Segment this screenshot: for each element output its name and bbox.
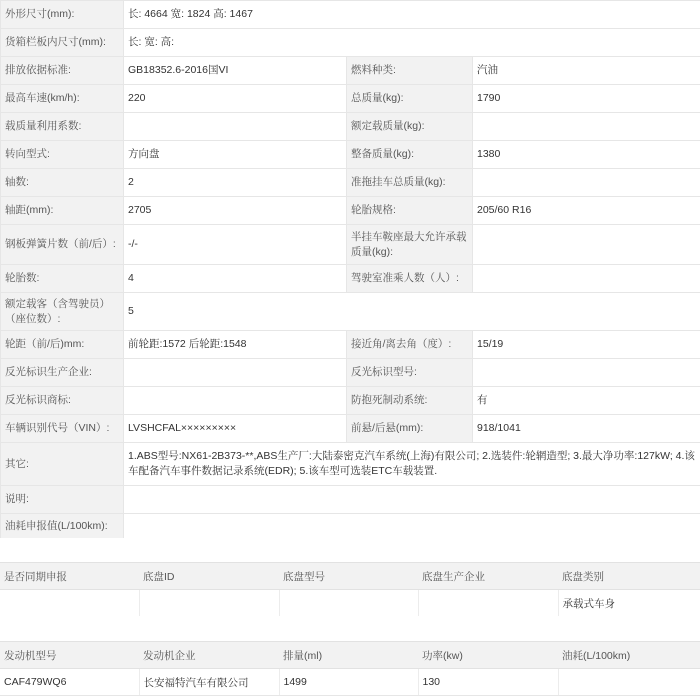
spec-value <box>473 113 700 141</box>
spec-row <box>1 293 700 331</box>
chassis-table <box>0 562 700 617</box>
chassis-header-id: 底盘ID <box>139 563 279 590</box>
engine-table <box>0 641 700 696</box>
engine-value-row <box>0 669 700 696</box>
spec-value <box>124 387 347 415</box>
spec-value: 长: 宽: 高: <box>124 29 700 57</box>
spec-label: 车辆识别代号（VIN）: <box>1 415 124 443</box>
spec-row <box>1 359 700 387</box>
spec-value: 15/19 <box>473 331 700 359</box>
section-gap-2 <box>0 616 700 641</box>
engine-header-model: 发动机型号 <box>0 642 139 669</box>
engine-header-power: 功率(kw) <box>418 642 558 669</box>
engine-header-displacement: 排量(ml) <box>279 642 418 669</box>
chassis-header-model: 底盘型号 <box>279 563 418 590</box>
spec-value: 5 <box>124 293 700 331</box>
spec-label: 说明: <box>1 486 124 514</box>
spec-value: 长: 4664 宽: 1824 高: 1467 <box>124 1 700 29</box>
spec-label: 轮距（前/后)mm: <box>1 331 124 359</box>
spec-row <box>1 141 700 169</box>
spec-label: 钢板弹簧片数（前/后）: <box>1 225 124 265</box>
spec-value: LVSHCFAL××××××××× <box>124 415 347 443</box>
spec-value <box>473 265 700 293</box>
chassis-header-sync: 是否同期申报 <box>0 563 139 590</box>
section-gap-1 <box>0 538 700 562</box>
spec-value <box>124 486 700 514</box>
spec-value: 前轮距:1572 后轮距:1548 <box>124 331 347 359</box>
spec-label: 接近角/离去角（度）: <box>347 331 473 359</box>
spec-value: 2 <box>124 169 347 197</box>
engine-header-maker: 发动机企业 <box>139 642 279 669</box>
spec-value: 2705 <box>124 197 347 225</box>
spec-row <box>1 197 700 225</box>
spec-row <box>1 415 700 443</box>
spec-value <box>473 169 700 197</box>
chassis-id-value <box>139 590 279 617</box>
spec-value: 205/60 R16 <box>473 197 700 225</box>
spec-value <box>124 113 347 141</box>
spec-value: 1790 <box>473 85 700 113</box>
spec-label: 额定载质量(kg): <box>347 113 473 141</box>
spec-label: 驾驶室准乘人数（人）: <box>347 265 473 293</box>
spec-row <box>1 514 700 540</box>
engine-model-value: CAF479WQ6 <box>0 669 139 696</box>
spec-row <box>1 29 700 57</box>
engine-header-fuel-consumption: 油耗(L/100km) <box>558 642 700 669</box>
spec-value: 4 <box>124 265 347 293</box>
spec-value: GB18352.6-2016国VI <box>124 57 347 85</box>
spec-label: 反光标识商标: <box>1 387 124 415</box>
spec-label: 外形尺寸(mm): <box>1 1 124 29</box>
spec-row <box>1 443 700 486</box>
spec-row <box>1 85 700 113</box>
spec-label: 轴数: <box>1 169 124 197</box>
engine-fuel-consumption-value <box>558 669 700 696</box>
chassis-header-type: 底盘类别 <box>558 563 700 590</box>
chassis-header-row <box>0 563 700 590</box>
spec-value <box>473 359 700 387</box>
spec-row <box>1 387 700 415</box>
spec-label: 轮胎数: <box>1 265 124 293</box>
spec-value <box>124 514 700 540</box>
chassis-type-value: 承载式车身 <box>558 590 700 617</box>
spec-label: 反光标识型号: <box>347 359 473 387</box>
spec-label: 总质量(kg): <box>347 85 473 113</box>
spec-row <box>1 169 700 197</box>
spec-row <box>1 265 700 293</box>
spec-value <box>473 225 700 265</box>
engine-power-value: 130 <box>418 669 558 696</box>
spec-value: 220 <box>124 85 347 113</box>
spec-label: 载质量利用系数: <box>1 113 124 141</box>
chassis-header-maker: 底盘生产企业 <box>418 563 558 590</box>
spec-value: 有 <box>473 387 700 415</box>
spec-row <box>1 113 700 141</box>
spec-label: 轮胎规格: <box>347 197 473 225</box>
spec-label: 额定载客（含驾驶员）（座位数）: <box>1 293 124 331</box>
chassis-maker-value <box>418 590 558 617</box>
spec-row <box>1 486 700 514</box>
spec-label: 反光标识生产企业: <box>1 359 124 387</box>
spec-value: 1380 <box>473 141 700 169</box>
spec-row <box>1 57 700 85</box>
chassis-model-value <box>279 590 418 617</box>
spec-label: 转向型式: <box>1 141 124 169</box>
spec-label: 其它: <box>1 443 124 486</box>
spec-row <box>1 331 700 359</box>
spec-value <box>124 359 347 387</box>
chassis-sync-value <box>0 590 139 617</box>
spec-label: 货箱栏板内尺寸(mm): <box>1 29 124 57</box>
spec-row <box>1 225 700 265</box>
spec-value: 918/1041 <box>473 415 700 443</box>
engine-displacement-value: 1499 <box>279 669 418 696</box>
spec-label: 防抱死制动系统: <box>347 387 473 415</box>
engine-maker-value: 长安福特汽车有限公司 <box>139 669 279 696</box>
spec-value: 1.ABS型号:NX61-2B373-**,ABS生产厂:大陆泰密克汽车系统(上海)有限公司; 2.选装件:轮辋造型; 3.最大净功率:127kW; 4.该车配备汽车事件数据记录系统(EDR); 5.该车型可选装ETC车载装置. <box>124 443 700 486</box>
spec-label: 燃料种类: <box>347 57 473 85</box>
spec-label: 轴距(mm): <box>1 197 124 225</box>
engine-header-row <box>0 642 700 669</box>
spec-row <box>1 1 700 29</box>
spec-label: 准拖挂车总质量(kg): <box>347 169 473 197</box>
spec-label: 前悬/后悬(mm): <box>347 415 473 443</box>
spec-label: 油耗申报值(L/100km): <box>1 514 124 540</box>
spec-value: 汽油 <box>473 57 700 85</box>
chassis-value-row <box>0 590 700 617</box>
spec-value: -/- <box>124 225 347 265</box>
spec-label: 整备质量(kg): <box>347 141 473 169</box>
spec-label: 半挂车鞍座最大允许承载质量(kg): <box>347 225 473 265</box>
spec-label: 排放依据标准: <box>1 57 124 85</box>
spec-value: 方向盘 <box>124 141 347 169</box>
spec-label: 最高车速(km/h): <box>1 85 124 113</box>
